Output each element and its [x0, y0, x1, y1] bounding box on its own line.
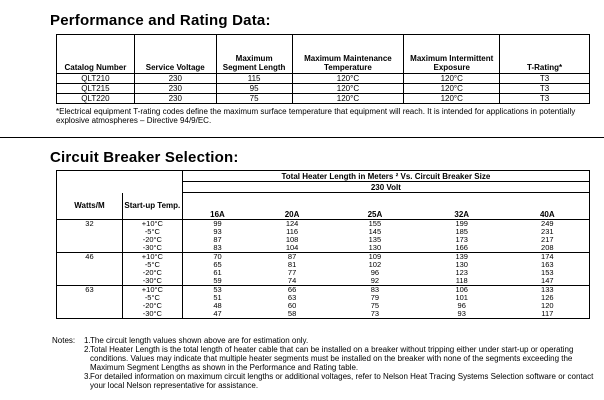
watts-cell — [57, 244, 123, 253]
cell: 120°C — [404, 84, 500, 94]
watts-cell — [57, 294, 123, 302]
cell: T3 — [500, 94, 590, 104]
length-cell: 130 — [368, 242, 382, 252]
length-cell: 124 — [285, 218, 299, 228]
table-row — [57, 252, 590, 261]
startup-temp-cell: -20°C — [122, 236, 182, 244]
length-cell: 106 — [418, 285, 506, 294]
header-max-segment-length: Maximum Segment Length — [216, 35, 292, 74]
note-number: 1. — [84, 336, 91, 345]
voltage-header: 230 Volt — [182, 182, 589, 193]
startup-temp-cell: -5°C — [122, 294, 182, 302]
length-cell: 231 — [541, 226, 554, 236]
section-divider — [0, 137, 604, 138]
cell: 120°C — [404, 74, 500, 84]
cell: 120°C — [292, 74, 404, 84]
startup-header: Start-up Temp. — [122, 193, 182, 220]
cell: 230 — [134, 84, 216, 94]
length-cell: 120 — [541, 300, 554, 310]
note-text: Total Heater Length is the total length of heater cable that can be installed on a breaker without tripping either under start-up or operating conditions. Values may indicate that multiple heater segments must be installed on the breaker with none of the segments exceeding the Maximum Segment Lengths as shown in the Performance and Rating table. — [90, 345, 574, 372]
watts-cell — [57, 277, 123, 286]
cell: 120°C — [292, 94, 404, 104]
cell: 75 — [216, 94, 292, 104]
length-cell: 155 — [368, 218, 382, 228]
note-item — [52, 336, 600, 345]
cell: QLT210 — [57, 74, 135, 84]
watts-cell: 32 — [57, 219, 123, 228]
performance-table — [56, 34, 590, 104]
table-row — [57, 310, 590, 319]
length-cell: 87 — [252, 252, 332, 261]
table-row — [57, 94, 590, 104]
length-cell: 173 — [455, 234, 468, 244]
note-number: 2. — [84, 345, 91, 354]
watts-cell — [57, 269, 123, 277]
notes-section — [52, 336, 600, 390]
startup-temp-cell: -30°C — [122, 277, 182, 286]
header-service-voltage: Service Voltage — [134, 35, 216, 74]
length-cell: 153 — [541, 267, 554, 277]
length-cell: 63 — [287, 292, 297, 302]
length-cell: 199 — [455, 218, 468, 228]
startup-temp-cell: -5°C — [122, 261, 182, 269]
length-cell: 109 — [332, 252, 418, 261]
length-cell: 249 — [541, 218, 554, 228]
length-cell: 70 — [182, 252, 252, 261]
length-cell: 108 — [285, 234, 299, 244]
breaker-table — [56, 170, 590, 319]
length-cell: 104 — [285, 242, 299, 252]
startup-temp-cell: -20°C — [122, 302, 182, 310]
table-row — [57, 302, 590, 310]
note-text: For detailed information on maximum circuit lengths or additional voltages, refer to Nelson Heat Tracing Systems Selection software or contact your local Nelson representative for assistance. — [90, 372, 594, 390]
header-t-rating: T-Rating* — [500, 35, 590, 74]
watts-cell — [57, 236, 123, 244]
length-cell: 116 — [286, 226, 299, 236]
length-cell: 99 — [213, 218, 222, 228]
length-cell: 65 — [213, 259, 222, 269]
amp-20a-header: 20A — [252, 199, 332, 219]
table-row — [57, 277, 590, 286]
length-cell: 101 — [455, 292, 468, 302]
length-cell: 81 — [287, 259, 297, 269]
watts-header: Watts/M — [57, 193, 123, 220]
length-cell: 93 — [213, 226, 222, 236]
performance-header-row — [57, 35, 590, 74]
length-cell: 126 — [541, 292, 554, 302]
cell: 120°C — [292, 84, 404, 94]
table-row — [57, 285, 590, 294]
watts-cell: 46 — [57, 252, 123, 261]
watts-cell: 63 — [57, 285, 123, 294]
amp-16a-header: 16A — [182, 199, 252, 219]
length-cell: 59 — [213, 275, 222, 285]
amp-25a-header: 25A — [332, 199, 418, 219]
length-cell: 58 — [287, 308, 297, 318]
length-cell: 48 — [213, 300, 222, 310]
length-cell: 66 — [252, 285, 332, 294]
length-cell: 133 — [506, 285, 590, 294]
amp-40a-header: 40A — [506, 199, 590, 219]
note-number: 3. — [84, 372, 91, 381]
length-cell: 130 — [455, 259, 468, 269]
startup-temp-cell: -5°C — [122, 228, 182, 236]
length-cell: 217 — [541, 234, 554, 244]
length-cell: 47 — [213, 308, 222, 318]
amp-32a-header: 32A — [418, 199, 506, 219]
startup-temp-cell: +10°C — [122, 285, 182, 294]
cell: 230 — [134, 74, 216, 84]
table-row — [57, 228, 590, 236]
startup-temp-cell: -30°C — [122, 244, 182, 253]
length-cell: 79 — [370, 292, 380, 302]
length-cell: 92 — [370, 275, 380, 285]
length-cell: 117 — [541, 308, 554, 318]
cell: 95 — [216, 84, 292, 94]
watts-cell — [57, 228, 123, 236]
length-cell: 102 — [368, 259, 382, 269]
length-cell: 166 — [455, 242, 468, 252]
cell: 115 — [216, 74, 292, 84]
header-catalog-number: Catalog Number — [57, 35, 135, 74]
note-item — [52, 345, 600, 372]
table-row — [57, 294, 590, 302]
cell: T3 — [500, 84, 590, 94]
startup-temp-cell: -20°C — [122, 269, 182, 277]
note-item — [52, 372, 600, 390]
length-cell: 208 — [541, 242, 554, 252]
length-cell: 139 — [418, 252, 506, 261]
length-cell: 74 — [287, 275, 297, 285]
length-cell: 75 — [370, 300, 380, 310]
performance-title: Performance and Rating Data: — [50, 12, 271, 29]
cell: T3 — [500, 74, 590, 84]
cell: QLT220 — [57, 94, 135, 104]
length-cell: 145 — [368, 226, 382, 236]
table-row — [57, 261, 590, 269]
length-cell: 87 — [213, 234, 222, 244]
cell: QLT215 — [57, 84, 135, 94]
startup-temp-cell: +10°C — [122, 219, 182, 228]
table-row — [57, 84, 590, 94]
length-cell: 118 — [455, 275, 468, 285]
length-cell: 135 — [368, 234, 382, 244]
length-cell: 77 — [287, 267, 297, 277]
startup-temp-cell: +10°C — [122, 252, 182, 261]
notes-label: Notes: — [52, 336, 76, 345]
length-cell: 83 — [213, 242, 222, 252]
table-row — [57, 244, 590, 253]
length-cell: 60 — [287, 300, 297, 310]
length-cell: 53 — [182, 285, 252, 294]
cell: 120°C — [404, 94, 500, 104]
breaker-top-header: Total Heater Length in Meters ² Vs. Circuit Breaker Size — [182, 171, 589, 182]
t-rating-footnote: *Electrical equipment T-rating codes define the maximum surface temperature that equipment will reach. It is intended for applications in potentially explosive atmospheres – Directive 94/9/EC. — [56, 107, 576, 125]
note-text: The circuit length values shown above are for estimation only. — [90, 336, 309, 345]
length-cell: 51 — [213, 292, 222, 302]
table-row — [57, 269, 590, 277]
table-row — [57, 236, 590, 244]
header-max-maintenance-temp: Maximum Maintenance Temperature — [292, 35, 404, 74]
length-cell: 83 — [332, 285, 418, 294]
length-cell: 123 — [455, 267, 468, 277]
length-cell: 174 — [506, 252, 590, 261]
length-cell: 96 — [370, 267, 380, 277]
length-cell: 93 — [457, 308, 466, 318]
length-cell: 185 — [455, 226, 468, 236]
table-row — [57, 74, 590, 84]
length-cell: 61 — [213, 267, 222, 277]
table-row — [57, 219, 590, 228]
header-max-intermittent-exposure: Maximum Intermittent Exposure — [404, 35, 500, 74]
length-cell: 73 — [370, 308, 380, 318]
length-cell: 163 — [541, 259, 554, 269]
watts-cell — [57, 310, 123, 319]
startup-temp-cell: -30°C — [122, 310, 182, 319]
length-cell: 147 — [541, 275, 554, 285]
length-cell: 96 — [457, 300, 466, 310]
watts-cell — [57, 261, 123, 269]
breaker-title: Circuit Breaker Selection: — [50, 149, 239, 166]
cell: 230 — [134, 94, 216, 104]
watts-cell — [57, 302, 123, 310]
